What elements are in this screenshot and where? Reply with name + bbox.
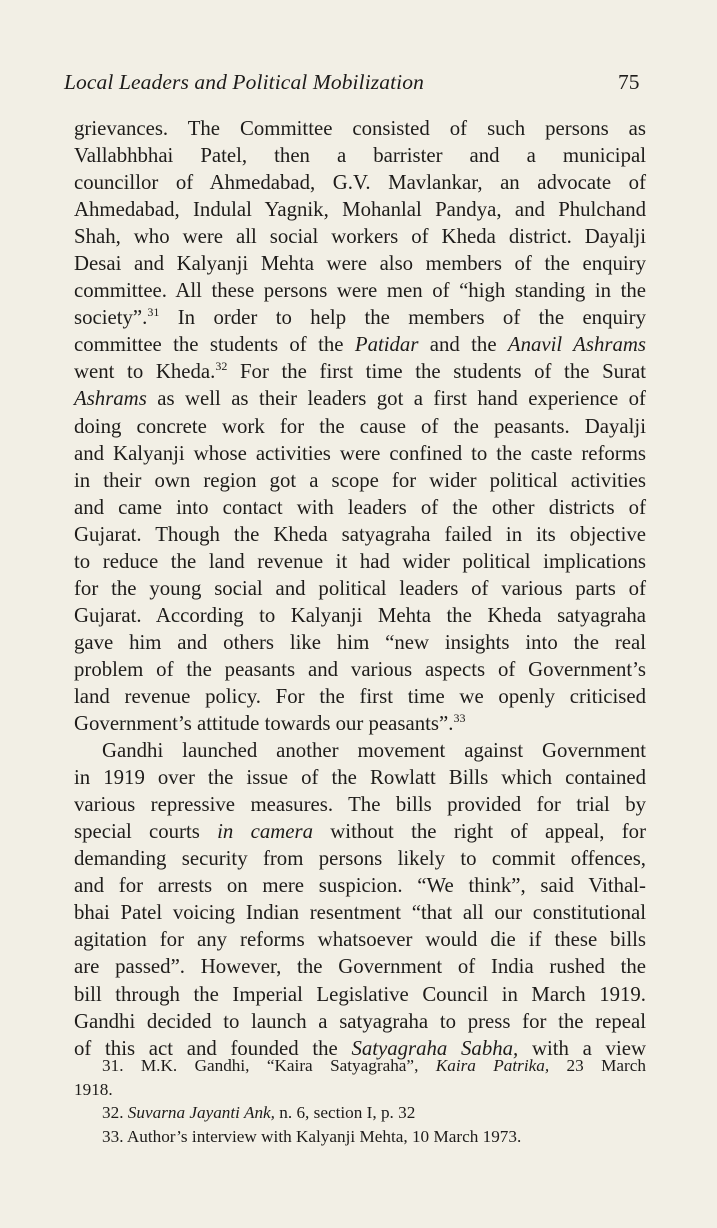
footnote (74, 1125, 646, 1149)
text-run: agitation for any reforms whatsoever would die if these bills (74, 928, 646, 952)
text-line (74, 791, 646, 818)
text-line (74, 223, 646, 250)
text-line (74, 764, 646, 791)
italic-text: Anavil Ashrams (507, 333, 646, 357)
italic-text: Ashrams (74, 387, 147, 411)
text-run: Vallabhbhai Patel, then a barrister and a municipal (74, 144, 646, 168)
page-number: 75 (618, 70, 640, 94)
text-run: and for arrests on mere suspicion. “We think”, said Vithal- (74, 874, 646, 898)
text-line (74, 953, 646, 980)
text-run: in 1919 over the issue of the Rowlatt Bills which contained (74, 766, 646, 790)
text-line (74, 358, 646, 385)
footnote (74, 1101, 646, 1125)
running-head: Local Leaders and Political Mobilization (64, 70, 424, 94)
footnote-ref: 31 (147, 305, 160, 320)
text-line (74, 521, 646, 548)
text-line (74, 926, 646, 953)
text-run: are passed”. However, the Government of India rushed the (74, 955, 646, 979)
text-line (74, 575, 646, 602)
italic-text: in camera (217, 820, 313, 844)
text-run: grievances. The Committee consisted of such persons as (74, 117, 646, 140)
text-line (74, 710, 646, 737)
text-run: Gujarat. Though the Kheda satyagraha failed in its objective (74, 522, 646, 546)
text-run: 23 March (549, 1056, 646, 1075)
text-run: went to Kheda. (74, 360, 216, 384)
text-run: demanding security from persons likely to commit offences, (74, 847, 646, 871)
text-line (74, 981, 646, 1008)
text-run: Government’s attitude towards our peasants”. (74, 712, 454, 736)
italic-text: Suvarna Jayanti Ank, (127, 1103, 275, 1122)
text-line (74, 277, 646, 304)
footnote-line (74, 1101, 646, 1125)
text-run: 33. Author’s interview with Kalyanji Mehta, 10 March 1973. (102, 1126, 522, 1146)
text-run: 31. M.K. Gandhi, “Kaira Satyagraha”, (102, 1056, 436, 1075)
footnote-line (74, 1078, 646, 1102)
footnote (74, 1054, 646, 1101)
footnote-ref: 33 (453, 711, 466, 726)
text-run: n. 6, section I, p. 32 (274, 1103, 416, 1122)
paragraph (74, 737, 646, 1062)
text-line (74, 169, 646, 196)
text-line (74, 413, 646, 440)
text-run: 1918. (74, 1079, 113, 1099)
text-line (74, 440, 646, 467)
text-run: and Kalyanji whose activities were confined to the caste reforms (74, 441, 646, 465)
text-run: and the (418, 333, 508, 357)
text-line (74, 196, 646, 223)
text-line (74, 250, 646, 277)
text-line (74, 548, 646, 575)
italic-text: Satyagraha Sabha, (351, 1036, 519, 1060)
text-run: and came into contact with leaders of the other districts of (74, 495, 646, 519)
paragraph (74, 115, 646, 737)
text-line (74, 818, 646, 845)
text-run: without the right of appeal, for (313, 820, 647, 844)
text-run: with a view (518, 1036, 646, 1060)
text-run: of this act and founded the (74, 1036, 352, 1060)
text-run: for the young social and political leaders of various parts of (74, 576, 646, 600)
footnote-ref: 32 (215, 359, 228, 374)
text-run: Desai and Kalyanji Mehta were also members of the enquiry (74, 252, 646, 276)
text-line (74, 602, 646, 629)
text-line (74, 304, 646, 331)
text-run: bill through the Imperial Legislative Council in March 1919. (74, 982, 646, 1006)
text-run: society”. (74, 306, 148, 330)
body-text (74, 115, 646, 1062)
text-run: committee. All these persons were men of “high standing in the (74, 279, 646, 303)
text-run: land revenue policy. For the first time we openly criticised (74, 684, 646, 708)
text-run: For the first time the students of the Surat (227, 360, 646, 384)
text-line (74, 115, 646, 142)
text-run: In order to help the members of the enquiry (159, 306, 646, 330)
text-run: Shah, who were all social workers of Kheda district. Dayalji (74, 225, 646, 249)
text-line (74, 656, 646, 683)
text-line (74, 385, 646, 412)
text-run: gave him and others like him “new insights into the real (74, 630, 646, 654)
footnotes (74, 1054, 646, 1148)
text-run: committee the students of the (74, 333, 355, 357)
text-line (74, 899, 646, 926)
text-line (74, 331, 646, 358)
text-run: special courts (74, 820, 218, 844)
italic-text: Kaira Patrika, (435, 1056, 550, 1075)
text-line (74, 737, 646, 764)
text-line (74, 683, 646, 710)
text-run: as well as their leaders got a first hand experience of (146, 387, 646, 411)
text-run: Ahmedabad, Indulal Yagnik, Mohanlal Pandya, and Phulchand (74, 198, 646, 222)
text-run: Gandhi launched another movement against Government (102, 739, 646, 763)
text-line (74, 142, 646, 169)
text-run: various repressive measures. The bills provided for trial by (74, 793, 646, 817)
text-line (74, 467, 646, 494)
text-run: to reduce the land revenue it had wider political implications (74, 549, 646, 573)
text-run: doing concrete work for the cause of the peasants. Dayalji (74, 414, 646, 438)
text-run: 32. (102, 1103, 128, 1122)
page-header (0, 70, 717, 104)
italic-text: Patidar (354, 333, 419, 357)
text-run: problem of the peasants and various aspects of Government’s (74, 657, 646, 681)
text-run: bhai Patel voicing Indian resentment “that all our constitutional (74, 901, 646, 925)
text-run: councillor of Ahmedabad, G.V. Mavlankar, an advocate of (74, 171, 646, 195)
text-run: Gandhi decided to launch a satyagraha to press for the repeal (74, 1009, 646, 1033)
footnote-line (74, 1054, 646, 1078)
text-run: Gujarat. According to Kalyanji Mehta the Kheda satyagraha (74, 603, 646, 627)
text-line (74, 872, 646, 899)
footnote-line (74, 1125, 646, 1149)
text-line (74, 1008, 646, 1035)
text-line (74, 845, 646, 872)
text-run: in their own region got a scope for wider political activities (74, 468, 646, 492)
text-line (74, 629, 646, 656)
text-line (74, 494, 646, 521)
